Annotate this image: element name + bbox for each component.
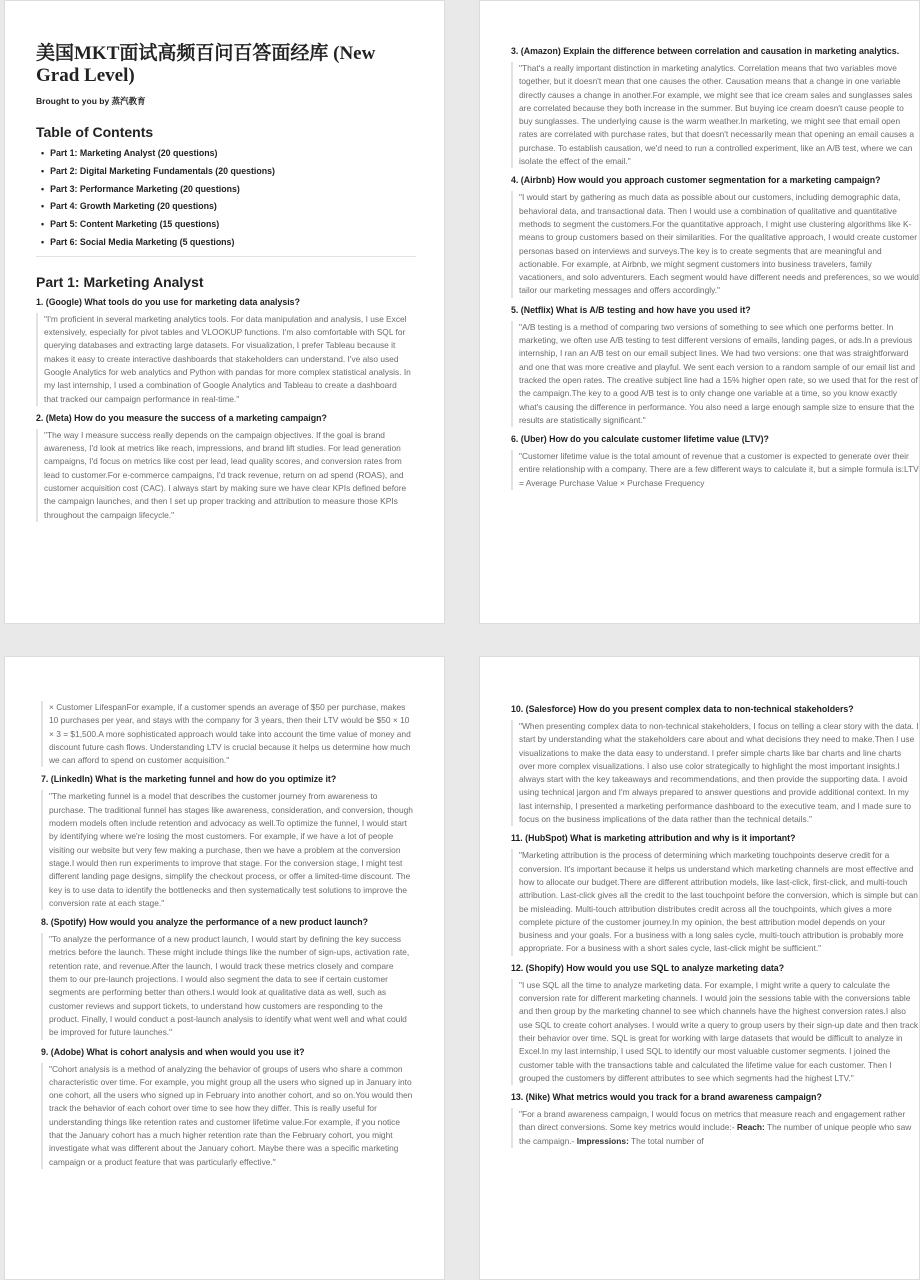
toc-title: Table of Contents: [36, 124, 154, 140]
toc-item[interactable]: • Part 5: Content Marketing (15 questions): [41, 216, 413, 234]
answer-text: "For a brand awareness campaign, I would focus on metrics that measure reach and engagement rather than direct conversions. Some key metrics would include:-: [519, 1109, 906, 1133]
question-heading: 1. (Google) What tools do you use for marketing data analysis?: [36, 296, 300, 307]
answer-block: "To analyze the performance of a new product launch, I would start by defining the key success metrics before the launch. These might include things like the number of sign-ups, activation rate, retention rate, and revenue.After the launch, I would track these metrics closely and compare them to our pre-launch projections. I would also segment the data to see if certain customer segments are performing better than others.I would look at qualitative data as well, such as customer reviews and support tickets, to understand how customers are responding to the product. Finally, I would conduct a post-launch analysis to identify what went well and what could be improved for future launches.": [41, 933, 413, 1039]
toc-item[interactable]: • Part 3: Performance Marketing (20 questions): [41, 181, 413, 199]
answer-block: "The way I measure success really depends on the campaign objectives. If the goal is brand awareness, I'd look at metrics like reach, impressions, and brand lift studies. For lead generation campaigns, I'd focus on metrics like cost per lead, lead quality scores, and conversion rates from lead to customer.For e-commerce campaigns, I'd track revenue, return on ad spend (ROAS), and customer acquisition cost (CAC). I always start by making sure we have clear KPIs defined before the campaign launches, and then I set up proper tracking and attribution to measure those KPIs throughout the campaign lifecycle.": [36, 429, 413, 522]
toc-item[interactable]: • Part 6: Social Media Marketing (5 questions): [41, 234, 413, 252]
answer-block: "That's a really important distinction in marketing analytics. Correlation means that two variables move together, but it doesn't mean that one causes the other. Causation means that a change in one variable directly causes a change in another.For example, we might see that ice cream sales and sunglasses sales are correlated because they both increase in the summer. But buying ice cream doesn't cause people to buy sunglasses. The underlying cause is the warm weather.In marketing, we might see that email open rates are correlated with purchase rates, but that doesn't necessarily mean that opening an email causes a purchase. To establish causation, we'd need to run a controlled experiment, like an A/B test, where we can isolate the effect of the email.": [511, 62, 919, 168]
table-of-contents: [36, 145, 413, 252]
question-heading: 12. (Shopify) How would you use SQL to analyze marketing data?: [511, 962, 785, 973]
divider: [36, 256, 416, 257]
question-heading: 6. (Uber) How do you calculate customer lifetime value (LTV)?: [511, 434, 769, 445]
toc-item[interactable]: • Part 2: Digital Marketing Fundamentals (20 questions): [41, 163, 413, 181]
byline: Brought to you by 蒸汽教育: [36, 96, 146, 106]
answer-block: [511, 1108, 919, 1148]
answer-block: "The marketing funnel is a model that describes the customer journey from awareness to purchase. The traditional funnel has stages like awareness, consideration, and conversion, though modern models often include retention and advocacy as well.To optimize the funnel, I would start by identifying where we're losing the most customers. For example, if we have a lot of people visiting our website but very few making a purchase, then we have a problem at the conversion stage.I would then run experiments to improve that stage. For the conversion stage, I might test different landing page designs, simplify the checkout process, or offer a limited-time discount. The key is to use data to identify the bottlenecks and then systematically test solutions to improve the conversion rate at each stage.": [41, 790, 413, 910]
question-heading: 7. (LinkedIn) What is the marketing funnel and how do you optimize it?: [41, 774, 337, 785]
question-heading: 10. (Salesforce) How do you present complex data to non-technical stakeholders?: [511, 704, 854, 714]
question-heading: 9. (Adobe) What is cohort analysis and when would you use it?: [41, 1046, 305, 1057]
reach-label: Reach:: [736, 1122, 765, 1133]
page-2: [479, 0, 920, 624]
answer-block: "When presenting complex data to non-technical stakeholders, I focus on telling a clear story with the data. I start by understanding what the stakeholders care about and what decisions they need to make.Then I use visualizations to make the data easy to understand. I prefer simple charts like bar charts and line charts over more complex visualizations. I also use color strategically to highlight the most important insights.I always start with the key takeaways and recommendations, and then provide the supporting data. I avoid using technical jargon and I'm always prepared to answer questions and provide additional context. In my last internship, I presented a marketing performance dashboard to the executive team, and I made sure to focus on the business implications of the data rather than the technical details.": [511, 720, 919, 826]
question-heading: 13. (Nike) What metrics would you track for a brand awareness campaign?: [511, 1092, 822, 1103]
question-heading: 3. (Amazon) Explain the difference between correlation and causation in marketing analytics.: [511, 46, 900, 56]
answer-block: "A/B testing is a method of comparing two versions of something to see which one performs better. In marketing, we often use A/B testing to test different versions of emails, landing pages, or ads.In a previous internship, I ran an A/B test on our email subject lines. We had two versions: one that was straightforward and one that was more creative and playful. We sent each version to a random sample of our email list and tracked the open rates. The creative subject line had a 15% higher open rate, so we used that for the rest of the campaign.The key to a good A/B test is to only change one variable at a time, so you know exactly what's causing the difference in performance. You also need a large enough sample size to ensure that the results are statistically significant.": [511, 321, 919, 427]
answer-block: "Customer lifetime value is the total amount of revenue that a customer is expected to generate over their entire relationship with a company. There are a few different ways to calculate it, but a simple formula is:LTV = Average Purchase Value × Purchase Frequency: [511, 450, 919, 490]
toc-item[interactable]: • Part 1: Marketing Analyst (20 questions): [41, 145, 413, 163]
answer-text: The number of unique people who saw the campaign.-: [519, 1122, 912, 1146]
question-heading: 5. (Netflix) What is A/B testing and how have you used it?: [511, 304, 751, 315]
question-heading: 8. (Spotify) How would you analyze the performance of a new product launch?: [41, 917, 368, 928]
part-1-heading: Part 1: Marketing Analyst: [36, 273, 204, 290]
question-heading: 4. (Airbnb) How would you approach customer segmentation for a marketing campaign?: [511, 175, 881, 186]
page-1: [4, 0, 445, 624]
impressions-label: Impressions:: [576, 1135, 629, 1146]
answer-text: The total number of: [628, 1135, 704, 1146]
document-title: 美国MKT面试高频百问百答面经库 (New Grad Level): [36, 43, 376, 86]
page-4: [479, 656, 920, 1280]
question-heading: 2. (Meta) How do you measure the success of a marketing campaign?: [36, 412, 327, 423]
answer-block: "I use SQL all the time to analyze marketing data. For example, I might write a query to calculate the conversion rate for different marketing channels. I would join the sessions table with the conversions table and then group by the marketing channel to see which channels have the highest conversion rates.I also use SQL to create cohort analyses. I would write a query to group users by their sign-up date and then track their behavior over time. SQL is great for working with large datasets that would be difficult to analyze in Excel.In my last internship, I used SQL to identify our most valuable customer segments. I joined the customer table with the transactions table and calculated the lifetime value for each customer. Then I grouped the customers by different attributes to see which segments had the highest LTV.": [511, 979, 919, 1085]
answer-block-continued: × Customer LifespanFor example, if a customer spends an average of $50 per purchase, makes 10 purchases per year, and stays with the company for 3 years, then their LTV would be $50 × 10 × 3 = $1,500.A more sophisticated approach would take into account the time value of money and discount future cash flows. Understanding LTV is crucial because it helps us determine how much we can afford to spend on customer acquisition.": [41, 701, 413, 767]
answer-block: "I would start by gathering as much data as possible about our customers, including demographic data, behavioral data, and transactional data. Then I would use a combination of qualitative and quantitative methods to segment the customers.For the quantitative approach, I might use clustering algorithms like K-means to group customers based on their similarities. For the qualitative approach, I would create customer personas based on interviews and surveys.The key is to create segments that are meaningful and actionable. For example, at Airbnb, we might segment customers into business travelers, family vacationers, and solo adventurers. Each segment would have different needs and preferences, so we would tailor our marketing messages and offers accordingly.": [511, 191, 919, 297]
toc-item[interactable]: • Part 4: Growth Marketing (20 questions): [41, 198, 413, 216]
question-heading: 11. (HubSpot) What is marketing attribution and why is it important?: [511, 833, 796, 844]
answer-block: "I'm proficient in several marketing analytics tools. For data manipulation and analysis, I use Excel extensively, especially for pivot tables and VLOOKUP functions. I'm also comfortable with SQL for querying databases and extracting large datasets. For visualization, I prefer Tableau because it makes it easy to create interactive dashboards that stakeholders can understand. I've also used Google Analytics for web analytics and Python with pandas for more complex statistical analysis. In my last internship, I used a combination of Google Analytics and Tableau to create a dashboard that tracked our campaign performance in real-time.": [36, 313, 413, 406]
page-3: [4, 656, 445, 1280]
answer-block: "Cohort analysis is a method of analyzing the behavior of groups of users who share a common characteristic over time. For example, you might group all the users who signed up in January into one cohort, all the users who signed up in February into another cohort, and so on.You would then track the behavior of each cohort over time to see how they differ. This is really useful for understanding things like retention rates and customer lifetime value.For example, if you notice that the January cohort has a much higher retention rate than the February cohort, you might investigate what was different about the January cohort. Maybe there was a specific marketing campaign or a product feature that was particularly effective.": [41, 1063, 413, 1169]
answer-block: "Marketing attribution is the process of determining which marketing touchpoints deserve credit for a conversion. It's important because it helps us understand which marketing channels are most effective and how to allocate our budget.There are different attribution models, like last-click, first-click, and multi-touch attribution. Last-click gives all the credit to the last touchpoint before the conversion, which is simple but can be misleading. Multi-touch attribution distributes credit across all the touchpoints, which gives a more complete picture of the customer journey.In my opinion, the best attribution model depends on your business and your goals. For a business with a long sales cycle, multi-touch attribution is probably more appropriate. For a business with a short sales cycle, last-click might be sufficient.": [511, 849, 919, 955]
